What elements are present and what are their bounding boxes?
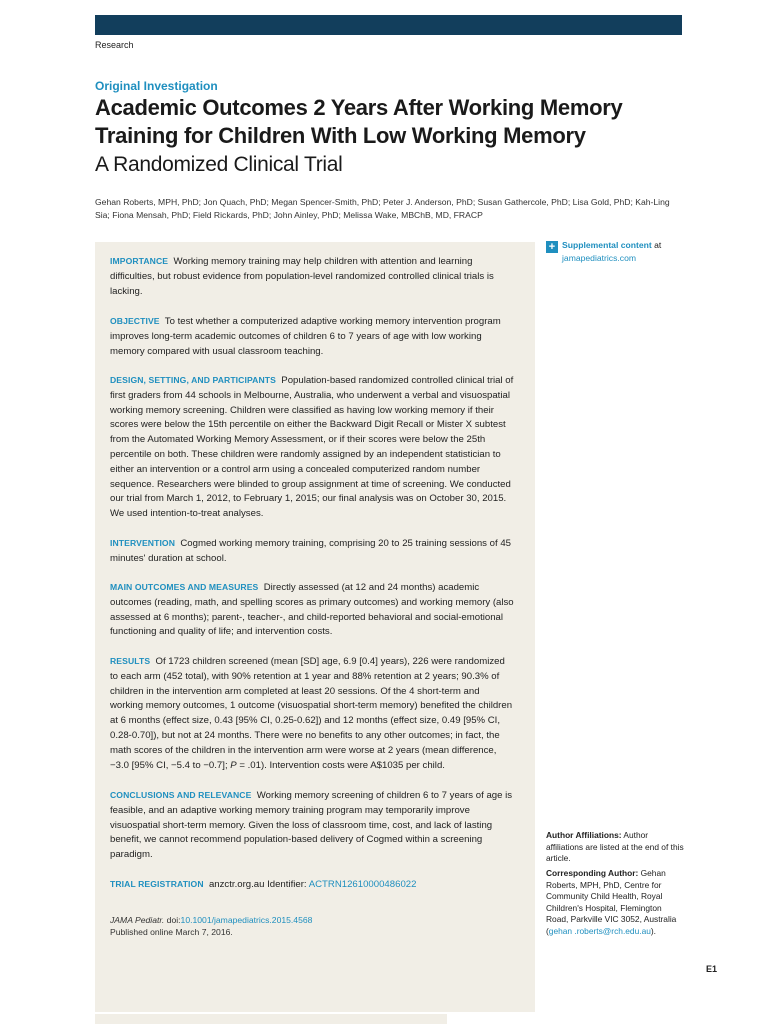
design-text: Population-based randomized controlled clinical trial of first graders from 44 schools in Melbourne, Australia, who underwent a verbal and visuospatial working memory screening. Children were classified as having low working memory if their scores were below the 15th percentile on either the Backward Digit Recall or Mister X subtest from the Automated Working Memory Assessment, or if their scores were below the 25th percentile on both. These children were randomly assigned by an independent statistician to either an intervention or a control arm using a concealed computerized random number sequence. Researchers were blinded to group assignment at time of screening. We conducted our trial from March 1, 2012, to February 1, 2015; our final analysis was on October 30, 2015. We used intention-to-treat analyses.	[110, 375, 514, 520]
article-title: Academic Outcomes 2 Years After Working Memory Training for Children With Low Working Memory	[95, 95, 623, 148]
abstract-design	[110, 373, 515, 522]
doi-link[interactable]: 10.1001/jamapediatrics.2015.4568	[180, 915, 313, 925]
journal-site-link[interactable]: jamapediatrics.com	[562, 253, 637, 263]
article-subtitle: A Randomized Clinical Trial	[95, 153, 343, 176]
supplemental-at: at	[651, 240, 662, 250]
journal-top-bar	[95, 15, 682, 35]
importance-heading: IMPORTANCE	[110, 256, 169, 266]
abstract-objective	[110, 314, 515, 359]
results-text-end: = .01). Intervention costs were A$1035 per child.	[236, 759, 445, 771]
abstract-trial-registration	[110, 877, 515, 893]
abstract-intervention	[110, 536, 515, 567]
citation	[110, 915, 515, 938]
affiliations-text: Author affiliations are listed at the end of this article.	[546, 830, 684, 863]
published-date: Published online March 7, 2016.	[110, 926, 233, 937]
corresponding-heading: Corresponding Author:	[546, 868, 639, 878]
abstract-importance	[110, 254, 515, 299]
conclusions-heading: CONCLUSIONS AND RELEVANCE	[110, 790, 252, 800]
supplemental-link[interactable]: Supplemental content	[562, 240, 652, 250]
doi-prefix: doi:	[164, 915, 181, 925]
page-number: E1	[706, 964, 718, 974]
conclusions-text: Working memory screening of children 6 to 7 years of age is feasible, and an adaptive working memory training program may temporarily improve visuospatial short-term memory. Given the loss of classroom time, cost, and lack of lasting benefit, we cannot recommend population-based delivery of Cogmed within a screening paradigm.	[110, 790, 513, 861]
journal-name: JAMA Pediatr.	[110, 915, 165, 925]
intervention-text: Cogmed working memory training, comprising 20 to 25 training sessions of 45 minutes' duration at school.	[110, 538, 511, 564]
results-text: Of 1723 children screened (mean [SD] age, 6.9 [0.4] years), 226 were randomized to each arm (452 total), with 90% retention at 1 year and 88% retention at 2 years; 90.3% of children in the intervention arm completed at least 20 sessions. Of the 4 short-term and working memory outcomes, 1 outcome (visuospatial short-term memory) benefited the children at 6 months (effect size, 0.43 [95% CI, 0.25-0.62]) and 12 months (effect size, 0.49 [95% CI, 0.28-0.70]), but not at 24 months. There were no benefits to any other outcomes; in fact, the math scores of the children in the intervention arm were worse at 2 years (mean difference, −3.0 [95% CI, −5.4 to −0.7];	[110, 656, 513, 771]
abstract-conclusions	[110, 788, 515, 863]
corresponding-end: ).	[650, 925, 657, 936]
trial-text: anzctr.org.au Identifier:	[208, 879, 309, 890]
abstract-outcomes	[110, 580, 515, 640]
outcomes-heading: MAIN OUTCOMES AND MEASURES	[110, 582, 259, 592]
author-list: Gehan Roberts, MPH, PhD; Jon Quach, PhD; Megan Spencer-Smith, PhD; Peter J. Anderson, PhD; Susan Gathercole, PhD; Lisa Gold, PhD; Kah-Ling Sia; Fiona Mensah, PhD; Field Rickards, PhD; John Ainley, PhD; Melissa Wake, MBChB, MD, FRACP	[95, 197, 670, 220]
corresponding-author	[546, 868, 686, 937]
trial-id-link[interactable]: ACTRN12610000486022	[308, 879, 417, 890]
author-affiliations	[546, 830, 686, 865]
abstract-results	[110, 654, 515, 773]
plus-icon[interactable]: +	[546, 241, 558, 253]
outcomes-text: Directly assessed (at 12 and 24 months) academic outcomes (reading, math, and spelling scores as primary outcomes) and working memory (also assessed at 6 months); parent-, teacher-, and child-reported behavioral and social-emotional functioning and quality of life; and intervention costs.	[110, 582, 514, 638]
design-heading: DESIGN, SETTING, AND PARTICIPANTS	[110, 375, 276, 385]
importance-text: Working memory training may help children with attention and learning difficulties, but robust evidence from population-level randomized controlled clinical trials is lacking.	[110, 256, 494, 297]
abstract-panel-foot	[95, 1014, 447, 1024]
results-heading: RESULTS	[110, 656, 151, 666]
objective-text: To test whether a computerized adaptive working memory intervention program improves long-term academic outcomes of children 6 to 7 years of age with low working memory compared with usual classroom teaching.	[110, 316, 501, 357]
intervention-heading: INTERVENTION	[110, 538, 176, 548]
corresponding-text: Gehan Roberts, MPH, PhD, Centre for Community Child Health, Royal Children's Hospital, Flemington Road, Parkville VIC 3052, Australia (	[546, 868, 677, 936]
email-link[interactable]: gehan .roberts@rch.edu.au	[548, 925, 651, 936]
supplemental-content	[562, 239, 692, 265]
objective-heading: OBJECTIVE	[110, 316, 160, 326]
article-type: Original Investigation	[95, 79, 218, 93]
section-label: Research	[95, 40, 134, 50]
results-p-symbol: P	[230, 759, 237, 771]
affiliations-heading: Author Affiliations:	[546, 830, 622, 840]
trial-heading: TRIAL REGISTRATION	[110, 879, 204, 889]
